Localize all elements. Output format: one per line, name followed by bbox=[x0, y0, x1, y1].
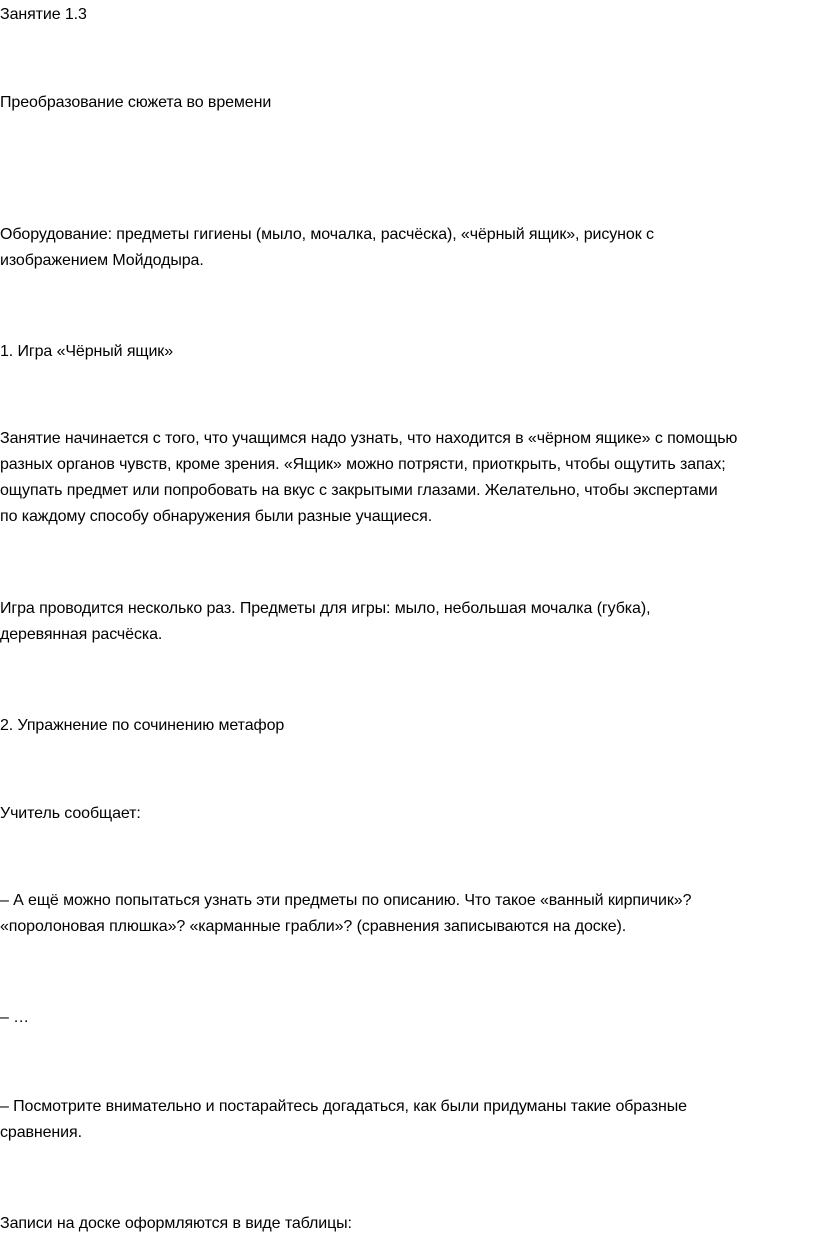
intro-line: по каждому способу обнаружения были разные учащиеся. bbox=[0, 508, 433, 525]
lesson-title: Занятие 1.3 bbox=[0, 6, 87, 23]
teacher-says: Учитель сообщает: bbox=[0, 805, 141, 822]
topic-title: Преобразование сюжета во времени bbox=[0, 94, 272, 111]
section1-items-paragraph bbox=[0, 596, 816, 648]
dialogue-line: – А ещё можно попытаться узнать эти предметы по описанию. Что такое «ванный кирпичик»? bbox=[0, 892, 692, 909]
section1-heading: 1. Игра «Чёрный ящик» bbox=[0, 343, 174, 360]
equipment-line: Оборудование: предметы гигиены (мыло, мочалка, расчёска), «чёрный ящик», рисунок с bbox=[0, 226, 654, 243]
dialogue-line: «поролоновая плюшка»? «карманные грабли»? (сравнения записываются на доске). bbox=[0, 918, 627, 935]
items-line: деревянная расчёска. bbox=[0, 626, 163, 643]
intro-line: разных органов чувств, кроме зрения. «Ящик» можно потрясти, приоткрыть, чтобы ощутить запах; bbox=[0, 456, 726, 473]
intro-line: Занятие начинается с того, что учащимся надо узнать, что находится в «чёрном ящике» с помощью bbox=[0, 430, 738, 447]
section2-heading: 2. Упражнение по сочинению метафор bbox=[0, 717, 285, 734]
dialogue-2: – … bbox=[0, 1009, 30, 1026]
intro-line: ощупать предмет или попробовать на вкус с закрытыми глазами. Желательно, чтобы экспертами bbox=[0, 482, 718, 499]
equipment-line: изображением Мойдодыра. bbox=[0, 252, 204, 269]
dialogue-line: сравнения. bbox=[0, 1124, 82, 1141]
items-line: Игра проводится несколько раз. Предметы для игры: мыло, небольшая мочалка (губка), bbox=[0, 600, 651, 617]
dialogue-1 bbox=[0, 888, 816, 940]
equipment-paragraph bbox=[0, 222, 816, 274]
dialogue-3 bbox=[0, 1094, 816, 1146]
section1-intro-paragraph bbox=[0, 426, 816, 530]
dialogue-line: – Посмотрите внимательно и постарайтесь догадаться, как были придуманы такие образные bbox=[0, 1098, 687, 1115]
board-note: Записи на доске оформляются в виде таблицы: bbox=[0, 1215, 352, 1232]
